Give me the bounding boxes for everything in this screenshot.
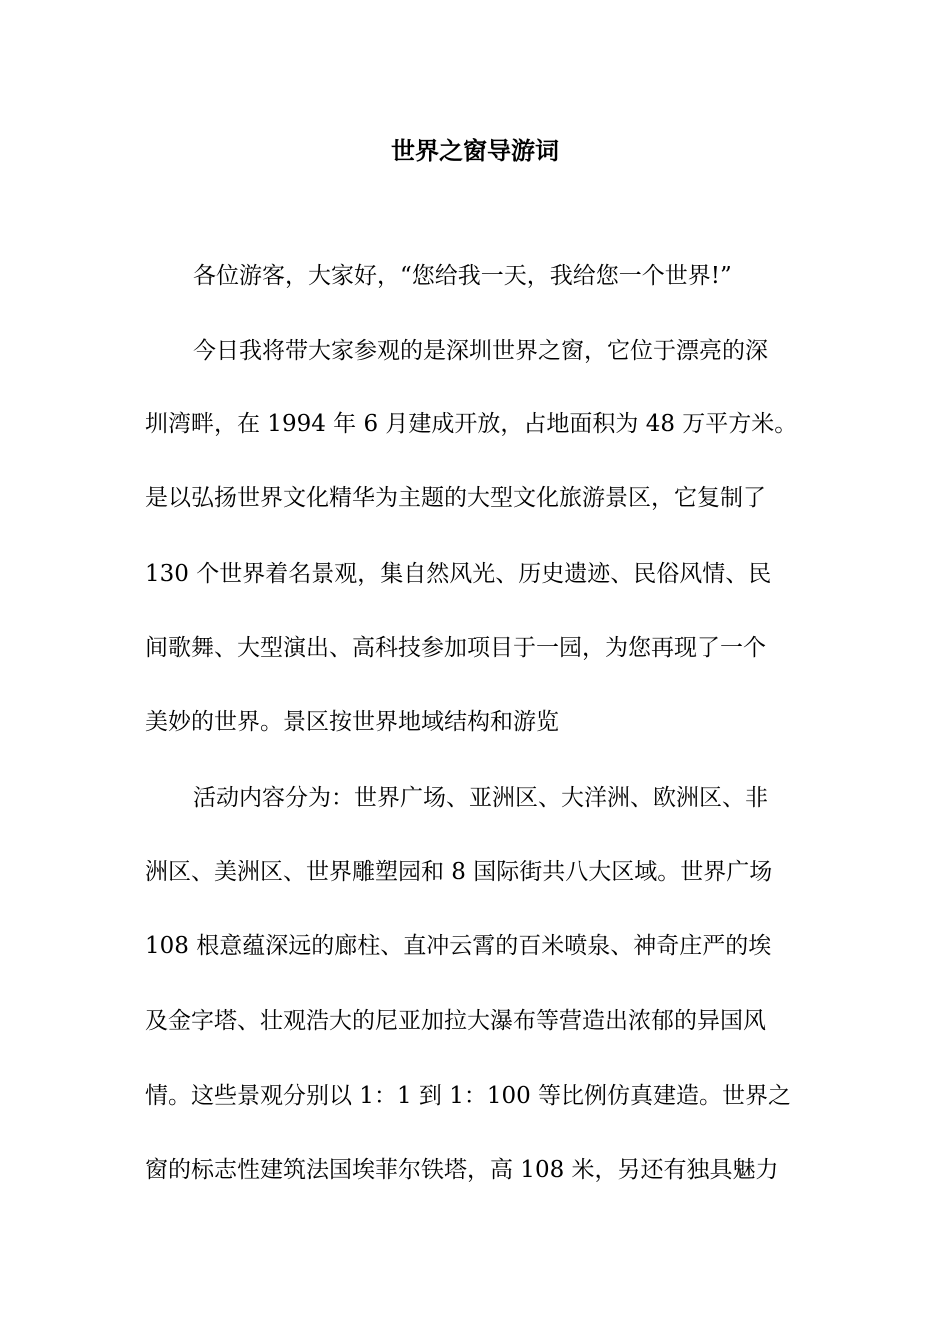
paragraph-line: 今日我将带大家参观的是深圳世界之窗，它位于漂亮的深 xyxy=(193,338,768,364)
paragraph-line: 间歌舞、大型演出、高科技参加项目于一园，为您再现了一个 xyxy=(145,635,766,661)
paragraph-line: 及金字塔、壮观浩大的尼亚加拉大瀑布等营造出浓郁的异国风 xyxy=(145,1008,766,1034)
paragraph-line: 130 个世界着名景观，集自然风光、历史遗迹、民俗风情、民 xyxy=(145,561,772,587)
paragraph-line: 活动内容分为：世界广场、亚洲区、大洋洲、欧洲区、非 xyxy=(193,785,768,811)
paragraph-line: 美妙的世界。景区按世界地域结构和游览 xyxy=(145,709,559,735)
paragraph-line: 圳湾畔，在 1994 年 6 月建成开放，占地面积为 48 万平方米。 xyxy=(145,411,798,437)
paragraph-line: 是以弘扬世界文化精华为主题的大型文化旅游景区，它复制了 xyxy=(145,485,766,511)
paragraph-line: 各位游客，大家好，“您给我一天，我给您一个世界!” xyxy=(193,263,732,289)
document-title: 世界之窗导游词 xyxy=(391,136,559,165)
paragraph-line: 情。这些景观分别以 1：1 到 1：100 等比例仿真建造。世界之 xyxy=(145,1083,792,1109)
paragraph-line: 108 根意蕴深远的廊柱、直冲云霄的百米喷泉、神奇庄严的埃 xyxy=(145,933,772,959)
paragraph-line: 窗的标志性建筑法国埃菲尔铁塔，高 108 米，另还有独具魅力 xyxy=(145,1157,779,1183)
paragraph-line: 洲区、美洲区、世界雕塑园和 8 国际街共八大区域。世界广场 xyxy=(145,859,773,885)
